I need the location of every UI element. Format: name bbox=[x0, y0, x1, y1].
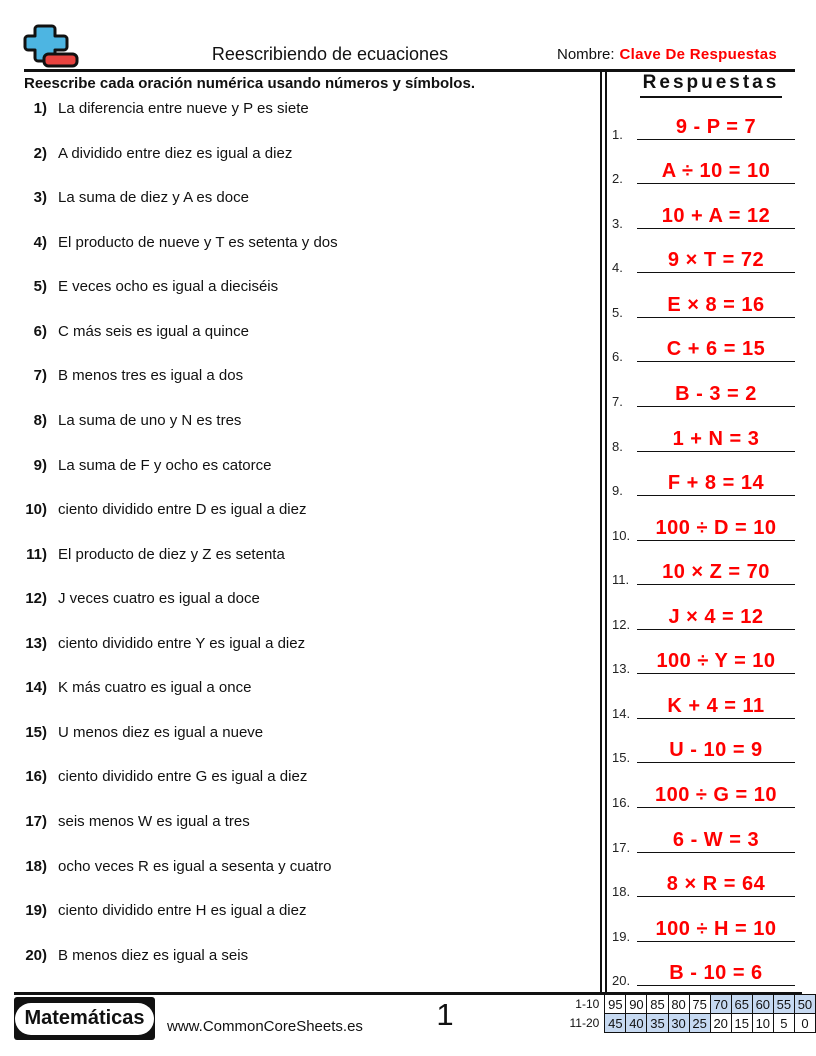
problem-item bbox=[0, 679, 598, 724]
answer-value: 100 ÷ G = 10 bbox=[654, 784, 778, 806]
problem-number: 3) bbox=[33, 189, 47, 207]
problem-number: 17) bbox=[25, 813, 47, 830]
answer-blank-line bbox=[637, 866, 795, 897]
answer-number: 4. bbox=[612, 260, 623, 276]
answer-blank-line bbox=[637, 109, 795, 140]
problems-list bbox=[0, 100, 598, 991]
problem-number: 4) bbox=[33, 233, 47, 251]
problem-number: 18) bbox=[25, 857, 47, 875]
answer-value: A ÷ 10 = 10 bbox=[661, 160, 771, 183]
problem-text: K más cuatro es igual a once bbox=[58, 679, 252, 697]
answers-header: Respuestas bbox=[640, 72, 783, 98]
problem-item bbox=[0, 100, 598, 145]
problem-number: 10) bbox=[25, 501, 47, 519]
answer-key-label: Clave De Respuestas bbox=[619, 46, 777, 63]
score-cell: 70 bbox=[710, 995, 731, 1014]
answer-blank-line bbox=[637, 732, 795, 763]
answer-value: 6 - W = 3 bbox=[672, 828, 760, 851]
problem-number: 1) bbox=[33, 100, 47, 117]
answer-blank-line bbox=[637, 242, 795, 273]
problem-text: ocho veces R es igual a sesenta y cuatro bbox=[58, 857, 332, 875]
answer-item bbox=[606, 947, 816, 992]
answer-number: 10. bbox=[612, 527, 631, 543]
answer-value: B - 3 = 2 bbox=[675, 382, 757, 405]
score-table bbox=[552, 994, 816, 1033]
problem-item bbox=[0, 501, 598, 546]
instructions-text: Reescribe cada oración numérica usando números y símbolos. bbox=[24, 75, 475, 92]
problem-text: La suma de diez y A es doce bbox=[58, 189, 249, 207]
score-row bbox=[552, 1014, 816, 1033]
answer-number: 15. bbox=[612, 750, 631, 766]
problem-item bbox=[0, 635, 598, 680]
problem-item bbox=[0, 189, 598, 234]
score-cell: 25 bbox=[689, 1014, 710, 1033]
answer-number: 11. bbox=[612, 572, 630, 588]
answer-number: 9. bbox=[612, 483, 623, 499]
answer-blank-line bbox=[637, 777, 795, 808]
problem-item bbox=[0, 546, 598, 591]
problem-number: 11) bbox=[26, 545, 47, 563]
score-cell: 15 bbox=[731, 1014, 752, 1033]
column-divider-line bbox=[600, 70, 602, 992]
answer-value: C + 6 = 15 bbox=[666, 338, 766, 361]
score-cell: 85 bbox=[647, 995, 668, 1014]
problem-text: A dividido entre diez es igual a diez bbox=[58, 144, 293, 162]
answer-number: 3. bbox=[612, 215, 623, 231]
answer-number: 12. bbox=[612, 616, 631, 632]
answer-item bbox=[606, 902, 816, 947]
problem-number: 16) bbox=[25, 768, 47, 786]
problem-text: J veces cuatro es igual a doce bbox=[58, 590, 260, 608]
answer-item bbox=[606, 189, 816, 234]
answer-blank-line bbox=[637, 287, 795, 318]
problem-number: 8) bbox=[33, 411, 47, 429]
problem-text: La suma de uno y N es tres bbox=[58, 411, 242, 429]
problem-item bbox=[0, 858, 598, 903]
answer-item bbox=[606, 278, 816, 323]
answer-number: 17. bbox=[612, 839, 631, 855]
answer-item bbox=[606, 546, 816, 591]
answer-item bbox=[606, 635, 816, 680]
problem-number: 9) bbox=[33, 456, 47, 474]
score-cell: 75 bbox=[689, 995, 710, 1014]
score-cell: 5 bbox=[773, 1014, 794, 1033]
problem-text: U menos diez es igual a nueve bbox=[58, 723, 264, 741]
answer-number: 1. bbox=[612, 126, 623, 142]
brand-name: Matemáticas bbox=[15, 1003, 153, 1035]
answer-item bbox=[606, 813, 816, 858]
problem-text: B menos tres es igual a dos bbox=[58, 367, 244, 385]
problem-text: C más seis es igual a quince bbox=[58, 322, 249, 340]
answer-number: 6. bbox=[612, 349, 623, 365]
answer-value: U - 10 = 9 bbox=[669, 739, 763, 762]
answer-number: 18. bbox=[612, 884, 631, 900]
answer-blank-line bbox=[637, 198, 795, 229]
problem-item bbox=[0, 902, 598, 947]
answer-value: 10 + A = 12 bbox=[661, 204, 771, 227]
answer-blank-line bbox=[637, 510, 795, 541]
answer-value: 100 ÷ D = 10 bbox=[655, 516, 777, 539]
answer-blank-line bbox=[637, 331, 795, 362]
answer-blank-line bbox=[637, 465, 795, 496]
problem-text: ciento dividido entre D es igual a diez bbox=[58, 501, 307, 519]
problem-number: 2) bbox=[33, 144, 47, 162]
answer-value: 1 + N = 3 bbox=[672, 427, 760, 450]
score-cell: 80 bbox=[668, 995, 689, 1014]
answer-item bbox=[606, 724, 816, 769]
score-cell: 0 bbox=[794, 1014, 815, 1033]
score-cell: 60 bbox=[752, 995, 773, 1014]
score-cell: 55 bbox=[773, 995, 794, 1014]
answer-item bbox=[606, 501, 816, 546]
problem-item bbox=[0, 145, 598, 190]
name-label: Nombre: bbox=[557, 46, 615, 63]
page-number: 1 bbox=[436, 997, 454, 1032]
problem-number: 7) bbox=[33, 367, 47, 385]
page-title: Reescribiendo de ecuaciones bbox=[211, 44, 449, 64]
problem-text: B menos diez es igual a seis bbox=[58, 946, 249, 964]
problem-item bbox=[0, 278, 598, 323]
answer-value: 9 × T = 72 bbox=[667, 249, 765, 272]
answer-item bbox=[606, 412, 816, 457]
problem-text: El producto de nueve y T es setenta y dos bbox=[58, 233, 338, 251]
answer-value: 100 ÷ Y = 10 bbox=[656, 650, 776, 673]
answer-number: 2. bbox=[612, 171, 623, 187]
problem-number: 13) bbox=[25, 634, 47, 652]
answer-blank-line bbox=[637, 599, 795, 630]
problem-text: La suma de F y ocho es catorce bbox=[58, 456, 272, 474]
score-cell: 30 bbox=[668, 1014, 689, 1033]
answer-number: 16. bbox=[612, 795, 631, 810]
answer-item bbox=[606, 234, 816, 279]
problem-item bbox=[0, 590, 598, 635]
name-row bbox=[557, 46, 777, 63]
answer-number: 13. bbox=[612, 661, 631, 677]
problem-number: 19) bbox=[25, 902, 47, 920]
problem-number: 12) bbox=[25, 590, 47, 608]
problem-text: E veces ocho es igual a dieciséis bbox=[58, 278, 279, 296]
problem-item bbox=[0, 367, 598, 412]
answer-item bbox=[606, 145, 816, 190]
score-range-label: 1-10 bbox=[575, 997, 600, 1011]
answers-list bbox=[606, 100, 816, 991]
problem-item bbox=[0, 724, 598, 769]
answer-item bbox=[606, 768, 816, 813]
answer-blank-line bbox=[637, 688, 795, 719]
score-cell: 90 bbox=[626, 995, 647, 1014]
problem-text: La diferencia entre nueve y P es siete bbox=[58, 100, 309, 117]
answer-item bbox=[606, 457, 816, 502]
answer-value: 10 × Z = 70 bbox=[662, 561, 770, 584]
problem-text: seis menos W es igual a tres bbox=[58, 813, 250, 830]
answer-blank-line bbox=[637, 643, 795, 674]
score-range-label: 11-20 bbox=[569, 1016, 600, 1030]
answer-item bbox=[606, 100, 816, 145]
score-cell: 45 bbox=[605, 1014, 626, 1033]
score-cell: 35 bbox=[647, 1014, 668, 1033]
answer-number: 14. bbox=[612, 705, 631, 721]
problem-item bbox=[0, 768, 598, 813]
answer-item bbox=[606, 858, 816, 903]
answer-blank-line bbox=[637, 554, 795, 585]
answer-value: B - 10 = 6 bbox=[669, 962, 763, 985]
problem-item bbox=[0, 234, 598, 279]
answer-value: 9 - P = 7 bbox=[675, 115, 757, 138]
answer-value: K + 4 = 11 bbox=[667, 694, 765, 717]
problem-text: ciento dividido entre H es igual a diez bbox=[58, 902, 307, 920]
score-row bbox=[552, 995, 816, 1014]
score-cell: 10 bbox=[752, 1014, 773, 1033]
answers-header-row bbox=[606, 72, 816, 98]
problem-item bbox=[0, 412, 598, 457]
answer-blank-line bbox=[637, 822, 795, 853]
score-cell: 40 bbox=[626, 1014, 647, 1033]
problem-text: ciento dividido entre Y es igual a diez bbox=[58, 634, 306, 652]
problem-number: 5) bbox=[33, 278, 47, 296]
score-cell: 50 bbox=[794, 995, 815, 1014]
answer-value: F + 8 = 14 bbox=[667, 472, 765, 495]
answer-value: 100 ÷ H = 10 bbox=[655, 917, 777, 940]
score-cell: 95 bbox=[605, 995, 626, 1014]
answer-item bbox=[606, 367, 816, 412]
answer-number: 20. bbox=[612, 973, 631, 989]
answer-blank-line bbox=[637, 153, 795, 184]
problem-number: 6) bbox=[33, 322, 47, 340]
score-cell: 20 bbox=[710, 1014, 731, 1033]
score-grid bbox=[552, 994, 816, 1033]
answer-value: 8 × R = 64 bbox=[666, 873, 766, 896]
answer-blank-line bbox=[637, 376, 795, 407]
problem-number: 14) bbox=[25, 679, 47, 697]
answer-number: 5. bbox=[612, 304, 623, 320]
problem-text: El producto de diez y Z es setenta bbox=[58, 545, 285, 563]
answer-item bbox=[606, 323, 816, 368]
answer-item bbox=[606, 679, 816, 724]
problem-number: 20) bbox=[25, 946, 47, 964]
problem-item bbox=[0, 947, 598, 992]
brand-logo bbox=[14, 997, 155, 1040]
answer-number: 7. bbox=[612, 393, 623, 409]
answer-value: E × 8 = 16 bbox=[667, 293, 765, 316]
problem-item bbox=[0, 457, 598, 502]
problem-item bbox=[0, 323, 598, 368]
score-cell: 65 bbox=[731, 995, 752, 1014]
answer-blank-line bbox=[637, 911, 795, 942]
answer-item bbox=[606, 590, 816, 635]
problem-text: ciento dividido entre G es igual a diez bbox=[58, 768, 308, 786]
problem-number: 15) bbox=[25, 723, 47, 741]
answer-value: J × 4 = 12 bbox=[668, 605, 764, 628]
website-url: www.CommonCoreSheets.es bbox=[167, 1018, 363, 1035]
answer-blank-line bbox=[637, 421, 795, 452]
problem-item bbox=[0, 813, 598, 858]
answer-blank-line bbox=[637, 955, 795, 986]
answer-number: 19. bbox=[612, 928, 631, 944]
answer-number: 8. bbox=[612, 438, 623, 454]
